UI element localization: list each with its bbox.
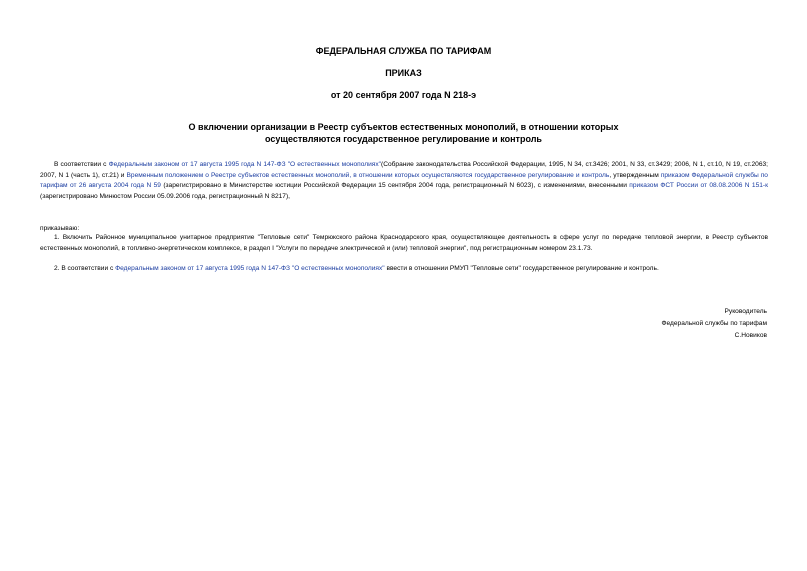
signature-name: С.Новиков — [734, 332, 767, 339]
federal-law-link[interactable]: Федеральным законом от 17 августа 1995 года N 147-ФЗ "О естественных монополиях" — [108, 161, 382, 168]
preamble-text-3: , утвержденным — [609, 171, 661, 179]
signature-block — [662, 306, 768, 342]
order-item-2 — [40, 264, 768, 275]
agency-name: ФЕДЕРАЛЬНАЯ СЛУЖБА ПО ТАРИФАМ — [315, 46, 492, 56]
title-line-2: осуществляются государственное регулирование и контроль — [265, 134, 542, 144]
federal-law-link-2[interactable]: Федеральным законом от 17 августа 1995 года N 147-ФЗ "О естественных монополиях" — [115, 265, 385, 272]
registry-regulation-link[interactable]: Временным положением о Реестре субъектов естественных монополий, в отношении которых осуществляются государственное регулирование и контроль — [126, 171, 610, 179]
signature-position: Руководитель — [724, 308, 767, 315]
preamble-text-2: (Собрание законодательства Российской Федерации, 1995, N 34, ст.3426; 2001, N 33, ст.3429; 2006, N 1, ст.10, N 19, ст.2063; 2007, N 1 (часть 1), ст.21) и — [40, 161, 769, 179]
item2-text-2: ввести в отношении РМУП "Тепловые сети" государственное регулирование и контроль. — [384, 265, 659, 272]
preamble-text-1: В соответствии с — [54, 161, 109, 168]
document-date-number: от 20 сентября 2007 года N 218-э — [330, 90, 477, 100]
title-line-1: О включении организации в Реестр субъектов естественных монополий, в отношении которых — [188, 122, 619, 132]
signature-agency: Федеральной службы по тарифам — [661, 320, 767, 327]
document-title — [0, 121, 807, 145]
item2-text-1: 2. В соответствии с — [54, 265, 116, 272]
preamble-paragraph — [40, 160, 768, 202]
fst-order-59-link[interactable]: приказом Федеральной службы по тарифам от 26 августа 2004 года N 59 — [40, 171, 768, 190]
preamble-text-5: (зарегистрировано Минюстом России 05.09.2006 года, регистрационный N 8217), — [40, 192, 290, 200]
order-word: приказываю: — [40, 225, 80, 232]
preamble-text-4: (зарегистрировано в Министерстве юстиции Российской Федерации 15 сентября 2004 года, регистрационный N 6023), с изменениями, внесенными — [160, 182, 630, 190]
order-item-1: 1. Включить Районное муниципальное унитарное предприятие "Тепловые сети" Темрюкского района Краснодарского края, осуществляющее деятельность в сфере услуг по передаче тепловой энергии, в Реестр субъектов естественных монополий, в топливно-энергетическом комплексе, в раздел I "Услуги по передаче электрической и (или) тепловой энергии", под регистрационным номером 23.1.73. — [40, 234, 768, 252]
fst-order-151k-link[interactable]: приказом ФСТ России от 08.08.2006 N 151-к — [629, 182, 768, 190]
document-type: ПРИКАЗ — [385, 68, 422, 78]
